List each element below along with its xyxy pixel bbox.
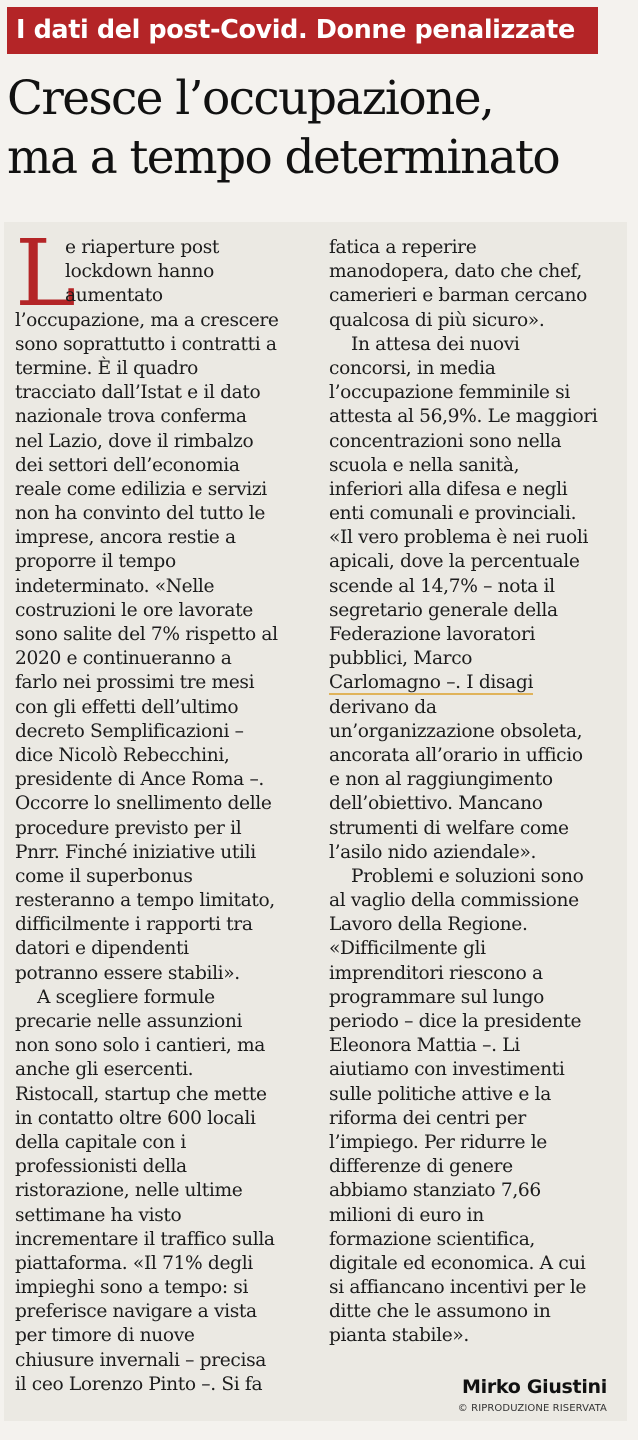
text-line: anche gli esercenti.	[15, 1059, 194, 1081]
text-line: come il superbonus	[15, 865, 193, 887]
text-line: programmare sul lungo	[329, 986, 545, 1008]
text-line: pianta stabile».	[329, 1325, 469, 1347]
text-line: farlo nei prossimi tre mesi	[15, 672, 255, 694]
text-line: resteranno a tempo limitato,	[15, 890, 275, 912]
text-line: ditte che le assumono in	[329, 1301, 551, 1323]
text-line: riforma dei centri per	[329, 1107, 526, 1129]
text-line: procedure previsto per il	[15, 817, 242, 839]
text-line: nel Lazio, dove il rimbalzo	[15, 430, 254, 452]
text-line: In attesa dei nuovi	[351, 333, 520, 355]
text-line: e riaperture post	[65, 237, 220, 258]
copyright-notice: © RIPRODUZIONE RISERVATA	[457, 1403, 607, 1414]
text-line: l’occupazione femminile si	[329, 382, 570, 404]
text-line: manodopera, dato che chef,	[329, 261, 582, 283]
text-line: concentrazioni sono nella	[329, 430, 562, 452]
text-line: Lavoro della Regione.	[329, 914, 528, 936]
text-line: non ha convinto del tutto le	[15, 503, 266, 525]
text-line: dell’obiettivo. Mancano	[329, 793, 543, 815]
text-line: l’occupazione, ma a crescere	[15, 309, 279, 331]
text-line: abbiamo stanziato 7,66	[329, 1180, 541, 1202]
text-line: l’asilo nido aziendale».	[329, 841, 537, 863]
author-byline: Mirko Giustini	[462, 1376, 607, 1398]
text-line: termine. È il quadro	[15, 357, 198, 379]
text-line: milioni di euro in	[329, 1204, 484, 1226]
article-body	[4, 222, 627, 1421]
text-line: Pnrr. Finché iniziative utili	[15, 841, 256, 863]
text-line: precarie nelle assunzioni	[15, 1011, 243, 1032]
text-line: scuola e nella sanità,	[329, 454, 520, 476]
text-line: potranno essere stabili».	[15, 962, 240, 984]
text-line: strumenti di welfare come	[329, 817, 569, 839]
text-line: imprese, ancora restie a	[15, 527, 236, 549]
highlighted-name: Carlomagno –. I disagi	[329, 672, 534, 694]
text-line: differenze di genere	[329, 1156, 513, 1178]
text-line: scende al 14,7% – nota il	[329, 575, 555, 597]
text-line: settimane ha visto	[15, 1204, 182, 1226]
text-line: camerieri e barman cercano	[329, 285, 587, 307]
text-line: piattaforma. «Il 71% degli	[15, 1252, 253, 1274]
text-line: nazionale trova conferma	[15, 406, 247, 428]
text-line: datori e dipendenti	[15, 938, 189, 960]
text-line: incrementare il traffico sulla	[15, 1228, 275, 1250]
text-line: sulle politiche attive e la	[329, 1083, 551, 1105]
text-line: apicali, dove la percentuale	[329, 551, 580, 573]
text-line: Problemi e soluzioni sono	[351, 865, 584, 887]
text-line: Federazione lavoratori	[329, 624, 536, 645]
text-line: presidente di Ance Roma –.	[15, 769, 264, 791]
text-line: aiutiamo con investimenti	[329, 1059, 565, 1081]
text-line: concorsi, in media	[329, 357, 496, 379]
text-line: qualcosa di più sicuro».	[329, 309, 545, 331]
text-line: segretario generale della	[329, 599, 558, 621]
text-line: l’impiego. Per ridurre le	[329, 1131, 547, 1153]
text-line: derivano da	[329, 696, 437, 718]
text-line: Eleonora Mattia –. Li	[329, 1035, 520, 1057]
text-line: dice Nicolò Rebecchini,	[15, 744, 230, 766]
kicker-banner: I dati del post-Covid. Donne penalizzate	[7, 7, 598, 54]
text-line: enti comunali e provinciali.	[329, 503, 577, 525]
text-line: dei settori dell’economia	[15, 454, 240, 476]
text-line: reale come edilizia e servizi	[15, 478, 267, 500]
text-line: inferiori alla difesa e negli	[329, 478, 568, 500]
text-line: «Difficilmente gli	[329, 938, 486, 960]
left-column	[15, 220, 309, 1397]
text-line: ristorazione, nelle ultime	[15, 1180, 243, 1202]
text-line	[329, 671, 623, 695]
text-line: indeterminato. «Nelle	[15, 575, 215, 597]
text-line: al vaglio della commissione	[329, 890, 579, 912]
right-column	[329, 236, 623, 1349]
headline-line-1: Cresce l’occupazione,	[7, 71, 494, 126]
text-line: «Il vero problema è nei ruoli	[329, 527, 589, 549]
text-line: Occorre lo snellimento delle	[15, 793, 272, 815]
headline	[7, 69, 632, 187]
text-line: 2020 e continueranno a	[15, 648, 232, 670]
text-line: costruzioni le ore lavorate	[15, 599, 253, 621]
text-line: attesta al 56,9%. Le maggiori	[329, 406, 598, 428]
text-line: imprenditori riescono a	[329, 962, 543, 984]
text-line: ancorata all’orario in ufficio	[329, 744, 583, 766]
text-line: tracciato dall’Istat e il dato	[15, 382, 261, 404]
text-line: e non al raggiungimento	[329, 769, 553, 791]
text-line: preferisce navigare a vista	[15, 1301, 257, 1323]
text-line: della capitale con i	[15, 1131, 187, 1153]
text-line: non sono solo i cantieri, ma	[15, 1035, 265, 1057]
text-line: pubblici, Marco	[329, 648, 473, 670]
text-line: con gli effetti dell’ultimo	[15, 696, 239, 718]
drop-cap: L	[15, 220, 77, 327]
headline-line-2: ma a tempo determinato	[7, 130, 560, 185]
text-line: lockdown hanno	[65, 261, 215, 283]
text-line: in contatto oltre 600 locali	[15, 1107, 256, 1129]
text-line: formazione scientifica,	[329, 1228, 535, 1250]
text-line: un’organizzazione obsoleta,	[329, 720, 583, 742]
text-line: periodo – dice la presidente	[329, 1011, 582, 1032]
text-line: fatica a reperire	[329, 237, 477, 258]
text-line: sono soprattutto i contratti a	[15, 333, 277, 355]
text-line: A scegliere formule	[37, 986, 215, 1008]
text-line: proporre il tempo	[15, 551, 176, 573]
text-line: Ristocall, startup che mette	[15, 1083, 267, 1105]
text-line: difficilmente i rapporti tra	[15, 914, 253, 936]
text-line: il ceo Lorenzo Pinto –. Si fa	[15, 1373, 263, 1395]
text-line: per timore di nuove	[15, 1325, 195, 1347]
text-line: sono salite del 7% rispetto al	[15, 624, 278, 645]
text-line: decreto Semplificazioni –	[15, 720, 244, 742]
text-line: si affiancano incentivi per le	[329, 1277, 587, 1299]
text-line: chiusure invernali – precisa	[15, 1349, 267, 1371]
text-line: aumentato	[65, 285, 163, 307]
text-line: impieghi sono a tempo: si	[15, 1277, 249, 1299]
text-line: professionisti della	[15, 1156, 187, 1178]
text-line: digitale ed economica. A cui	[329, 1252, 586, 1274]
